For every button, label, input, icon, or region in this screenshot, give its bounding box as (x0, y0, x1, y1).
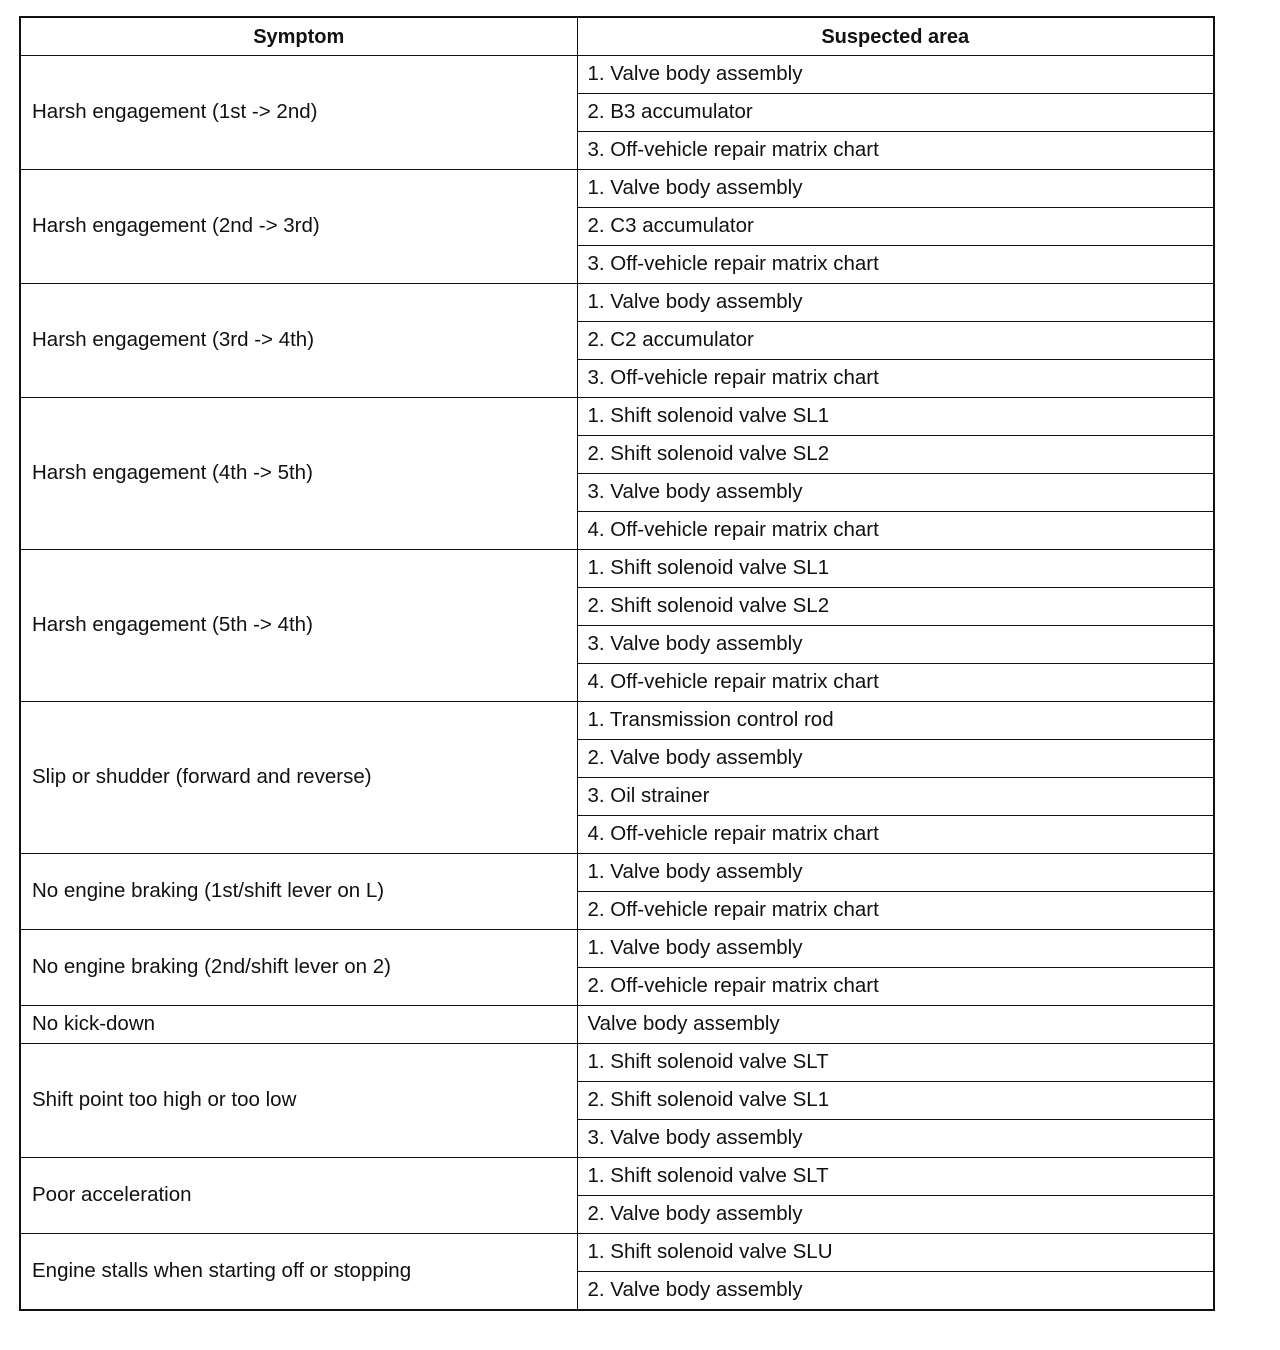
suspected-area-cell: 3. Off-vehicle repair matrix chart (577, 360, 1214, 398)
suspected-area-cell: 1. Valve body assembly (577, 930, 1214, 968)
symptom-cell: Harsh engagement (3rd -> 4th) (20, 284, 577, 398)
header-suspected-area: Suspected area (577, 17, 1214, 56)
table-row (20, 1234, 1214, 1272)
suspected-area-cell: 1. Valve body assembly (577, 854, 1214, 892)
table-row (20, 284, 1214, 322)
suspected-area-cell: 2. Valve body assembly (577, 1196, 1214, 1234)
suspected-area-cell: 1. Shift solenoid valve SL1 (577, 550, 1214, 588)
symptom-cell: Shift point too high or too low (20, 1044, 577, 1158)
suspected-area-cell: 1. Valve body assembly (577, 284, 1214, 322)
symptom-cell: Engine stalls when starting off or stopping (20, 1234, 577, 1311)
suspected-area-cell: 1. Shift solenoid valve SL1 (577, 398, 1214, 436)
suspected-area-cell: 1. Transmission control rod (577, 702, 1214, 740)
symptom-cell: Harsh engagement (2nd -> 3rd) (20, 170, 577, 284)
suspected-area-cell: 2. Shift solenoid valve SL2 (577, 588, 1214, 626)
suspected-area-cell: 1. Valve body assembly (577, 56, 1214, 94)
suspected-area-cell: Valve body assembly (577, 1006, 1214, 1044)
suspected-area-cell: 2. Shift solenoid valve SL2 (577, 436, 1214, 474)
suspected-area-cell: 1. Shift solenoid valve SLT (577, 1044, 1214, 1082)
symptom-table (19, 16, 1215, 1311)
suspected-area-cell: 2. C3 accumulator (577, 208, 1214, 246)
table-row (20, 550, 1214, 588)
symptom-cell: Harsh engagement (4th -> 5th) (20, 398, 577, 550)
table-row (20, 930, 1214, 968)
table-row (20, 854, 1214, 892)
table-row (20, 1158, 1214, 1196)
table-row (20, 56, 1214, 94)
header-symptom: Symptom (20, 17, 577, 56)
table-row (20, 1006, 1214, 1044)
symptom-cell: Harsh engagement (1st -> 2nd) (20, 56, 577, 170)
suspected-area-cell: 3. Valve body assembly (577, 1120, 1214, 1158)
suspected-area-cell: 2. Valve body assembly (577, 1272, 1214, 1311)
suspected-area-cell: 3. Valve body assembly (577, 474, 1214, 512)
symptom-cell: Slip or shudder (forward and reverse) (20, 702, 577, 854)
symptom-cell: No engine braking (1st/shift lever on L) (20, 854, 577, 930)
suspected-area-cell: 2. Shift solenoid valve SL1 (577, 1082, 1214, 1120)
table-row (20, 170, 1214, 208)
header-row (20, 17, 1214, 56)
suspected-area-cell: 1. Shift solenoid valve SLT (577, 1158, 1214, 1196)
suspected-area-cell: 4. Off-vehicle repair matrix chart (577, 816, 1214, 854)
table-row (20, 702, 1214, 740)
table-body (20, 56, 1214, 1311)
suspected-area-cell: 3. Oil strainer (577, 778, 1214, 816)
suspected-area-cell: 2. Off-vehicle repair matrix chart (577, 892, 1214, 930)
symptom-cell: No engine braking (2nd/shift lever on 2) (20, 930, 577, 1006)
suspected-area-cell: 2. Valve body assembly (577, 740, 1214, 778)
suspected-area-cell: 2. Off-vehicle repair matrix chart (577, 968, 1214, 1006)
suspected-area-cell: 1. Valve body assembly (577, 170, 1214, 208)
symptom-cell: Harsh engagement (5th -> 4th) (20, 550, 577, 702)
table-row (20, 398, 1214, 436)
suspected-area-cell: 4. Off-vehicle repair matrix chart (577, 664, 1214, 702)
table-row (20, 1044, 1214, 1082)
suspected-area-cell: 3. Off-vehicle repair matrix chart (577, 246, 1214, 284)
symptom-cell: No kick-down (20, 1006, 577, 1044)
suspected-area-cell: 1. Shift solenoid valve SLU (577, 1234, 1214, 1272)
symptom-cell: Poor acceleration (20, 1158, 577, 1234)
suspected-area-cell: 4. Off-vehicle repair matrix chart (577, 512, 1214, 550)
suspected-area-cell: 2. B3 accumulator (577, 94, 1214, 132)
suspected-area-cell: 3. Off-vehicle repair matrix chart (577, 132, 1214, 170)
suspected-area-cell: 3. Valve body assembly (577, 626, 1214, 664)
suspected-area-cell: 2. C2 accumulator (577, 322, 1214, 360)
